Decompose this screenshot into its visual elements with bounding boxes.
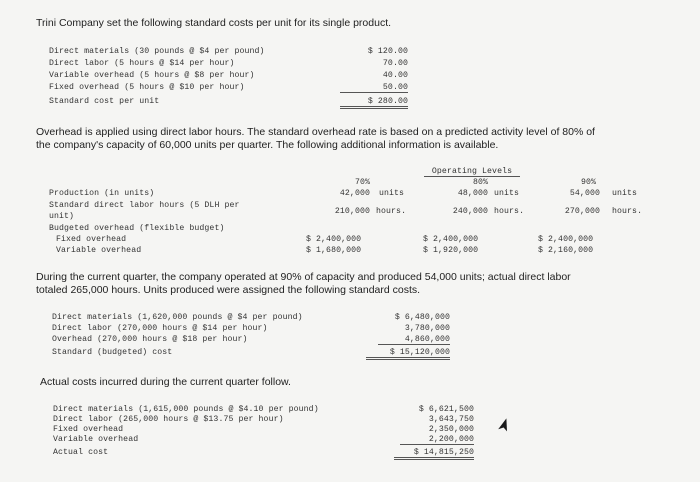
- actual-label-2: Direct labor (265,000 hours @ $13.75 per hour): [53, 415, 284, 424]
- assigned-label-3: Overhead (270,000 hours @ $18 per hour): [52, 335, 248, 344]
- actual-label-4: Variable overhead: [53, 435, 139, 444]
- dlh-label-line-1: Standard direct labor hours (5 DLH per: [49, 201, 240, 210]
- production-70: 42,000: [339, 189, 370, 198]
- dlh-80: 240,000: [452, 207, 488, 216]
- budgeted-overhead-label: Budgeted overhead (flexible budget): [49, 224, 225, 233]
- variable-overhead-70: $ 1,680,000: [306, 246, 362, 255]
- actual-label-5: Actual cost: [53, 448, 109, 457]
- production-80: 48,000: [457, 189, 488, 198]
- actual-total: $ 14,815,250: [394, 448, 474, 460]
- hours-word-90: hours.: [612, 207, 643, 216]
- hours-word-80: hours.: [494, 207, 525, 216]
- std-cost-value-1: $ 120.00: [367, 47, 408, 56]
- operating-levels-header: Operating Levels: [424, 167, 520, 177]
- std-cost-total: $ 280.00: [340, 97, 408, 109]
- std-cost-label-4: Fixed overhead (5 hours @ $10 per hour): [49, 83, 245, 92]
- fixed-overhead-label: Fixed overhead: [56, 235, 127, 244]
- assigned-label-2: Direct labor (270,000 hours @ $14 per hour): [52, 324, 268, 333]
- variable-overhead-90: $ 2,160,000: [538, 246, 594, 255]
- dlh-label-line-2: unit): [49, 212, 75, 221]
- std-cost-label-2: Direct labor (5 hours @ $14 per hour): [49, 59, 235, 68]
- units-word-70: units: [379, 189, 405, 198]
- std-cost-value-2: 70.00: [382, 59, 408, 68]
- actual-label-1: Direct materials (1,615,000 pounds @ $4.10 per pound): [53, 405, 319, 414]
- std-cost-label-5: Standard cost per unit: [49, 97, 160, 106]
- actual-value-4: 2,200,000: [400, 435, 474, 445]
- variable-overhead-80: $ 1,920,000: [423, 246, 479, 255]
- actual-value-3: 2,350,000: [428, 425, 474, 434]
- mouse-cursor-icon: [497, 417, 511, 433]
- assigned-label-4: Standard (budgeted) cost: [52, 348, 173, 357]
- production-90: 54,000: [569, 189, 600, 198]
- overhead-para-line-2: the company's capacity of 60,000 units per quarter. The following additional information is available.: [36, 139, 499, 151]
- fixed-overhead-70: $ 2,400,000: [306, 235, 362, 244]
- overhead-para-line-1: Overhead is applied using direct labor hours. The standard overhead rate is based on a predicted activity level of 80% of: [36, 126, 595, 138]
- variable-overhead-label: Variable overhead: [56, 246, 142, 255]
- dlh-70: 210,000: [334, 207, 370, 216]
- pct-80: 80%: [472, 178, 488, 187]
- pct-90: 90%: [580, 178, 596, 187]
- std-cost-label-1: Direct materials (30 pounds @ $4 per pound): [49, 47, 265, 56]
- std-cost-label-3: Variable overhead (5 hours @ $8 per hour): [49, 71, 255, 80]
- actual-value-1: $ 6,621,500: [418, 405, 474, 414]
- current-para-line-1: During the current quarter, the company operated at 90% of capacity and produced 54,000 units; actual direct labor: [36, 271, 571, 283]
- current-para-line-2: totaled 265,000 hours. Units produced were assigned the following standard costs.: [36, 284, 421, 296]
- dlh-90: 270,000: [564, 207, 600, 216]
- hours-word-70: hours.: [376, 207, 407, 216]
- assigned-value-1: $ 6,480,000: [394, 313, 450, 322]
- assigned-total: $ 15,120,000: [366, 348, 450, 360]
- std-cost-value-3: 40.00: [382, 71, 408, 80]
- std-cost-value-4: 50.00: [340, 83, 408, 93]
- production-label: Production (in units): [49, 189, 155, 198]
- actual-label-3: Fixed overhead: [53, 425, 124, 434]
- assigned-label-1: Direct materials (1,620,000 pounds @ $4 per pound): [52, 313, 303, 322]
- fixed-overhead-90: $ 2,400,000: [538, 235, 594, 244]
- fixed-overhead-80: $ 2,400,000: [423, 235, 479, 244]
- assigned-value-2: 3,780,000: [404, 324, 450, 333]
- units-word-90: units: [612, 189, 638, 198]
- intro-text: Trini Company set the following standard costs per unit for its single product.: [36, 17, 392, 29]
- assigned-value-3: 4,860,000: [378, 335, 450, 345]
- pct-70: 70%: [354, 178, 370, 187]
- actual-costs-heading: Actual costs incurred during the current quarter follow.: [40, 376, 291, 388]
- actual-value-2: 3,643,750: [428, 415, 474, 424]
- units-word-80: units: [494, 189, 520, 198]
